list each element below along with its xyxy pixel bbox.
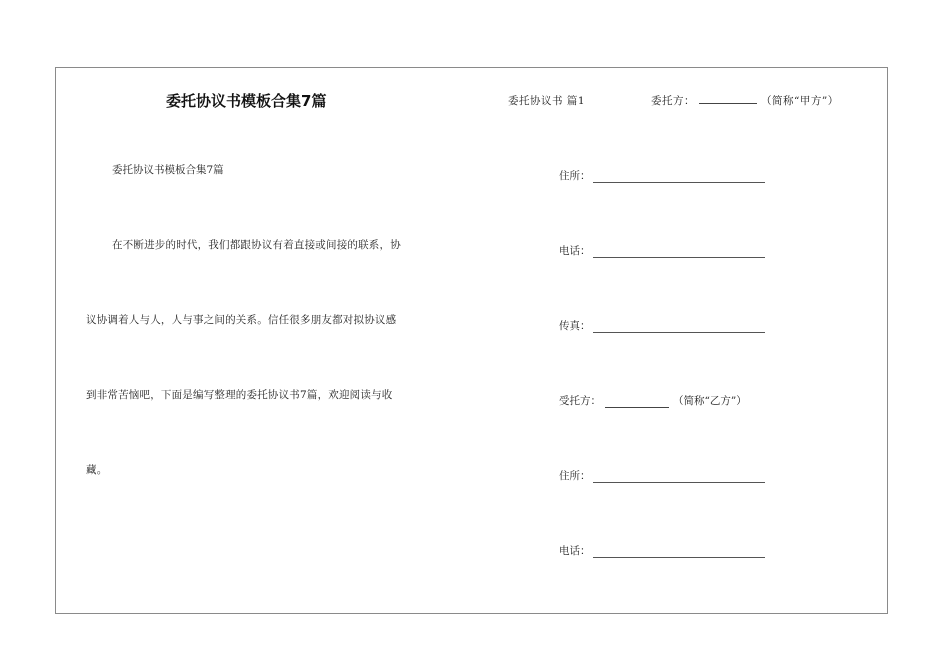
- section-label: 委托协议书 篇1: [508, 95, 586, 107]
- phone-blank: [593, 247, 765, 258]
- principal-field: [651, 93, 839, 108]
- agent-field: [559, 393, 747, 408]
- address-blank: [593, 172, 765, 183]
- paragraph-line: 在不断进步的时代，我们都跟协议有着直接或间接的联系，协: [112, 239, 401, 251]
- address-label: 住所：: [559, 470, 591, 482]
- page-frame: [55, 67, 888, 614]
- paragraph-line: 到非常苦恼吧，下面是编写整理的委托协议书7篇，欢迎阅读与收: [86, 389, 393, 401]
- agent-alias: （简称“乙方”）: [673, 395, 747, 407]
- agent-label: 受托方：: [559, 395, 601, 407]
- address-label: 住所：: [559, 170, 591, 182]
- principal-alias: （简称“甲方”）: [761, 95, 839, 107]
- document-subtitle: 委托协议书模板合集7篇: [112, 164, 224, 176]
- phone-field-2: [559, 543, 765, 558]
- address-blank: [593, 472, 765, 483]
- agent-blank: [605, 398, 669, 408]
- address-field-1: [559, 168, 765, 183]
- fax-field: [559, 318, 765, 333]
- phone-label: 电话：: [559, 545, 591, 557]
- principal-blank: [699, 94, 757, 104]
- paragraph-line: 藏。: [86, 464, 108, 476]
- principal-label: 委托方：: [651, 95, 695, 107]
- phone-blank: [593, 547, 765, 558]
- document-title: 委托协议书模板合集7篇: [166, 92, 327, 110]
- paragraph-line: 议协调着人与人，人与事之间的关系。信任很多朋友都对拟协议感: [86, 314, 397, 326]
- fax-label: 传真：: [559, 320, 591, 332]
- phone-label: 电话：: [559, 245, 591, 257]
- fax-blank: [593, 322, 765, 333]
- address-field-2: [559, 468, 765, 483]
- phone-field-1: [559, 243, 765, 258]
